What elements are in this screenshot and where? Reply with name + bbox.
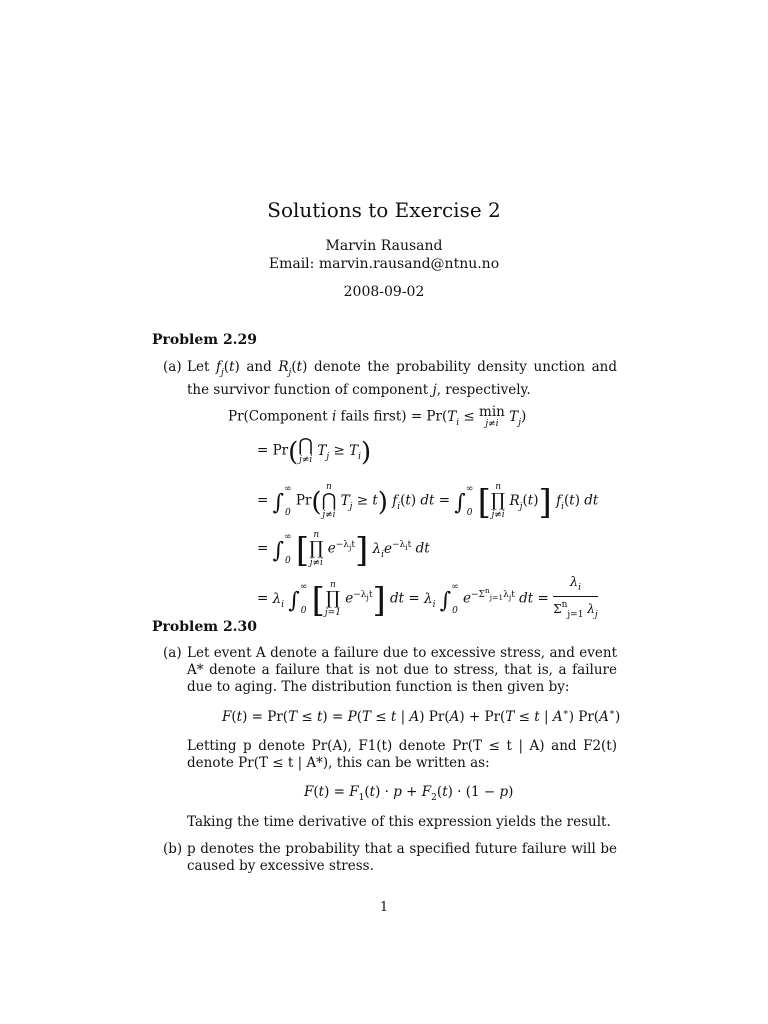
equation-line-0: Pr(Component i fails first) = $Pr(T_i$ ≤ min j≠i $T_j$)	[228, 404, 527, 429]
problem-2-30-a-para-1: Let event A denote a failure due to excessive stress, and event A* denote a failure that is not due to stress, that is, a failure due to aging. The distribution function is then given by:	[187, 645, 617, 695]
paper-date: 2008-09-02	[343, 284, 425, 300]
item-label-b: (b)	[163, 841, 183, 857]
problem-2-29-a-text: Let $f_j(t)$ and $R_j(t)$ denote the probability density unction and the survivor function of component j, respectively.	[187, 359, 618, 398]
equation-line-2: = ∫ ∞ 0 Pr( n ⋂ j≠i $T_j \ge t$) $f_i(t)$ dt = ∫ ∞ 0 [ n ∏ j≠i $R_j(t)$] $f_i(t)$ dt	[257, 482, 599, 523]
item-label-a: (a)	[163, 359, 182, 375]
author-name: Marvin Rausand	[325, 238, 443, 254]
problem-2-30-a-para-3: Taking the time derivative of this expression yields the result.	[187, 814, 611, 830]
equation-line-3: = ∫ ∞ 0 [ n ∏ j≠i $e^{-\lambda_jt}$] $\lambda_ie^{-\lambda_it}$ dt	[257, 530, 430, 571]
item-label-a: (a)	[163, 645, 182, 661]
text-fragment: denote the probability density unction and the survivor function of component	[187, 359, 618, 398]
paper-title: Solutions to Exercise 2	[267, 198, 501, 222]
equation-mixture: $F(t) = F_1(t) \cdot p + F_2(t) \cdot (1 - p)$	[304, 784, 514, 803]
equation-line-1: = Pr( ⋂ j≠i $T_j \ge T_i$)	[257, 435, 372, 468]
problem-2-30-a-para-2: Letting p denote Pr(A), F1(t) denote Pr(T ≤ t | A) and F2(t) denote Pr(T ≤ t | A*), this can be written as:	[187, 738, 617, 771]
equation-line-4: = $\lambda_i$ ∫ ∞ 0 [ n ∏ j=1 $e^{-\lambda_jt}$] dt = $\lambda_i$ ∫ ∞ 0 $e^{-\Sigma^n_{j=1}\lambda_jt}$ dt = $\frac{\lambda_i}{\Sigma^n_{j=1} \lambda_j}$	[257, 575, 598, 621]
author-email: Email: marvin.rausand@ntnu.no	[268, 256, 500, 272]
page-number: 1	[379, 900, 389, 915]
text-fragment: Let	[187, 359, 216, 375]
text-fragment: and	[239, 359, 279, 375]
text-fragment: , respectively.	[436, 382, 531, 398]
problem-heading-2-30: Problem 2.30	[152, 619, 258, 635]
problem-heading-2-29: Problem 2.29	[152, 332, 258, 348]
equation-distribution: F(t) = Pr(T ≤ t) = P(T ≤ t | A) Pr(A) + Pr(T ≤ t | A∗) Pr(A∗)	[222, 708, 621, 725]
problem-2-30-b-para: p denotes the probability that a specified future failure will be caused by excessive stress.	[187, 841, 617, 874]
